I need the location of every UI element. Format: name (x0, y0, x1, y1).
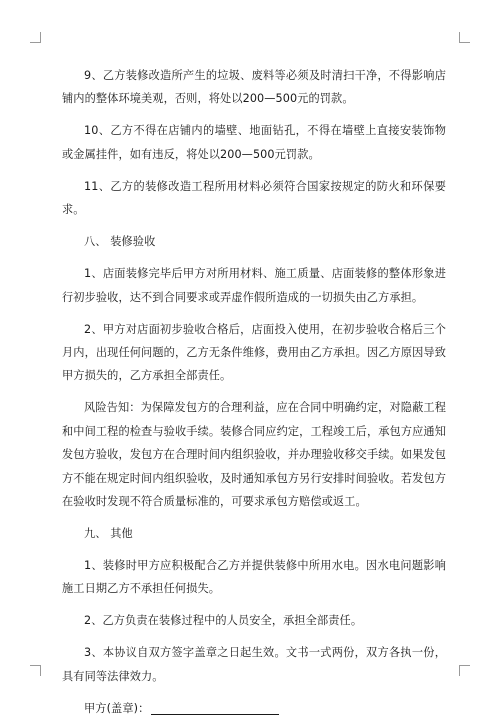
crop-mark-bottom-right (459, 665, 470, 676)
acceptance-clause-2: 2、甲方对店面初步验收合格后，店面投入使用，在初步验收合格后三个月内，出现任何问题的，乙方无条件维修，费用由乙方承担。因乙方原因导致甲方损失的，乙方承担全部责任。 (62, 322, 446, 383)
crop-mark-bottom-left (30, 665, 41, 676)
signature-blank-field[interactable] (151, 700, 279, 715)
section-heading-acceptance: 八、 装修验收 (84, 235, 156, 249)
document-body (62, 64, 446, 720)
party-a-signature-line (62, 697, 446, 720)
acceptance-clause-1: 1、店面装修完毕后甲方对所用材料、施工质量、店面装修的整体形象进行初步验收，达不到合同要求或弄虚作假所造成的一切损失由乙方承担。 (62, 267, 446, 304)
crop-mark-top-right (459, 32, 470, 43)
party-a-signature-label: 甲方(盖章)： (84, 701, 150, 715)
clause-11: 11、乙方的装修改造工程所用材料必须符合国家按规定的防火和环保要求。 (62, 179, 446, 217)
risk-notice: 风险告知：为保障发包方的合理利益，应在合同中明确约定，对隐蔽工程和中间工程的检查与验收手续。装修合同应约定，工程竣工后，承包方应通知发包方验收，发包方在合理时间内组织验收，并办理验收移交手续。如果发包方不能在规定时间内组织验收，及时通知承包方另行安排时间验收。若发包方在验收时发现不符合质量标准的，可要求承包方赔偿或返工。 (62, 401, 446, 509)
other-clause-1: 1、装修时甲方应积极配合乙方并提供装修中所用水电。因水电问题影响施工日期乙方不承担任何损失。 (62, 559, 446, 596)
other-clause-3: 3、本协议自双方签字盖章之日起生效。文书一式两份，双方各执一份，具有同等法律效力。 (62, 646, 446, 683)
other-clause-2: 2、乙方负责在装修过程中的人员安全，承担全部责任。 (84, 614, 363, 628)
clause-9: 9、乙方装修改造所产生的垃圾、废料等必须及时清扫干净，不得影响店铺内的整体环境美观，否则，将处以200—500元的罚款。 (62, 69, 446, 106)
crop-mark-top-left (30, 32, 41, 43)
clause-10: 10、乙方不得在店铺内的墙壁、地面钻孔，不得在墙壁上直接安装饰物或金属挂件，如有违反，将处以200—500元罚款。 (62, 124, 446, 161)
section-heading-other: 九、 其他 (84, 527, 133, 541)
